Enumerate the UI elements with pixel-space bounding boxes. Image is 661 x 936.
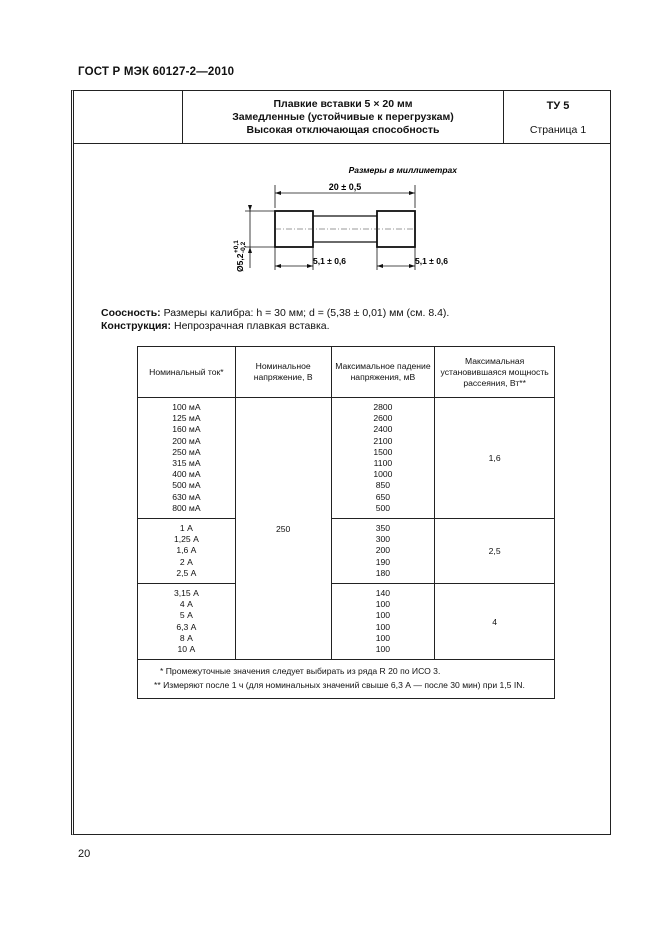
list-item: 2400 xyxy=(373,424,393,435)
arrow-right xyxy=(409,191,415,195)
overall-length-label: 20 ± 0,5 xyxy=(328,182,362,192)
table-row xyxy=(138,519,555,584)
list-item: 4 А xyxy=(179,599,193,610)
fuse-spec-table xyxy=(137,346,555,699)
list-item: 125 мА xyxy=(172,413,201,424)
cap-length-right-label: 5,1 ± 0,6 xyxy=(415,256,449,266)
list-item: 200 мА xyxy=(172,435,201,446)
list-item: 630 мА xyxy=(172,491,201,502)
list-item: 8 А xyxy=(179,632,193,643)
coaxiality-note xyxy=(101,307,449,319)
list-item: 2 А xyxy=(179,556,193,567)
header-rated-current: Номинальный ток* xyxy=(138,347,236,398)
diameter-tol-upper: +0,1 xyxy=(233,240,240,253)
dia-arrow-bottom xyxy=(248,247,252,253)
drawing-caption: Размеры в миллиметрах xyxy=(348,165,457,175)
list-item: 100 мА xyxy=(172,402,201,412)
list-item: 850 xyxy=(375,480,391,491)
list-item: 500 мА xyxy=(172,480,201,491)
power-group-2: 2,5 xyxy=(435,519,555,584)
coaxiality-label: Соосность: xyxy=(101,307,161,319)
fuse-dimension-drawing xyxy=(225,160,465,280)
rated-voltage-cell: 250 xyxy=(235,398,331,660)
table-header-row xyxy=(138,347,555,398)
list-item: 5 А xyxy=(179,610,193,621)
table-row xyxy=(138,398,555,519)
list-item: 1500 xyxy=(373,446,393,457)
list-item: 2800 xyxy=(373,402,393,412)
construction-text: Непрозрачная плавкая вставка. xyxy=(171,320,330,332)
list-item: 350 xyxy=(375,523,391,534)
title-line-3: Высокая отключающая способность xyxy=(246,123,440,136)
construction-note xyxy=(101,320,330,332)
list-item: 800 мА xyxy=(172,502,201,513)
table-footnotes xyxy=(138,660,555,699)
power-group-1: 1,6 xyxy=(435,398,555,519)
list-item: 10 А xyxy=(177,644,196,655)
list-item: 1,6 А xyxy=(176,545,197,556)
construction-label: Конструкция: xyxy=(101,320,172,332)
arrow-left xyxy=(275,191,281,195)
cap-length-left-label: 5,1 ± 0,6 xyxy=(313,256,347,266)
drops-group-2 xyxy=(331,519,435,584)
list-item: 100 xyxy=(375,621,391,632)
title-line-2: Замедленные (устойчивые к перегрузкам) xyxy=(232,110,454,123)
list-item: 2100 xyxy=(373,435,393,446)
list-item: 100 xyxy=(375,599,391,610)
list-item: 100 xyxy=(375,632,391,643)
currents-group-2 xyxy=(138,519,236,584)
list-item: 400 мА xyxy=(172,469,201,480)
list-item: 250 мА xyxy=(172,446,201,457)
list-item: 1000 xyxy=(373,469,393,480)
list-item: 140 xyxy=(375,588,391,599)
table-footnotes-row xyxy=(138,660,555,699)
list-item: 100 xyxy=(375,610,391,621)
diameter-label: Ø5,2 xyxy=(235,253,245,272)
title-block xyxy=(74,91,610,144)
footnote-1: * Промежуточные значения следует выбирать из ряда R 20 по ИСО 3. xyxy=(160,666,441,677)
drops-group-3 xyxy=(331,584,435,660)
header-power: Максимальная установившаяся мощность рассеяния, Вт** xyxy=(435,347,555,398)
title-cell xyxy=(182,91,504,143)
list-item: 180 xyxy=(375,567,391,578)
list-item: 200 xyxy=(375,545,391,556)
footnote-2: ** Измеряют после 1 ч (для номинальных значений свыше 6,3 А — после 30 мин) при 1,5 IN. xyxy=(154,680,525,691)
sheet-info-cell xyxy=(504,91,612,143)
currents-group-1 xyxy=(138,398,236,519)
coaxiality-text: Размеры калибра: h = 30 мм; d = (5,38 ± 0,01) мм (см. 8.4). xyxy=(160,307,450,319)
drops-group-1 xyxy=(331,398,435,519)
list-item: 2600 xyxy=(373,413,393,424)
header-voltage-drop: Максимальное падение напряжения, мВ xyxy=(331,347,435,398)
table-row xyxy=(138,584,555,660)
page-number: 20 xyxy=(78,848,91,860)
diameter-tol-lower: -0,2 xyxy=(240,241,247,253)
list-item: 650 xyxy=(375,491,391,502)
list-item: 1100 xyxy=(373,458,393,469)
title-line-1: Плавкие вставки 5 × 20 мм xyxy=(273,97,413,110)
list-item: 315 мА xyxy=(172,458,201,469)
sheet-code: ТУ 5 xyxy=(546,100,570,112)
list-item: 1,25 А xyxy=(173,534,199,545)
list-item: 160 мА xyxy=(172,424,201,435)
dia-arrow-top xyxy=(248,205,252,211)
cap-right-arrow-a xyxy=(377,264,383,268)
cap-left-arrow-a xyxy=(275,264,281,268)
list-item: 190 xyxy=(375,556,391,567)
list-item: 100 xyxy=(375,644,391,655)
currents-group-3 xyxy=(138,584,236,660)
sheet-page-label: Страница 1 xyxy=(529,124,587,136)
list-item: 500 xyxy=(375,502,391,513)
list-item: 3,15 А xyxy=(173,588,199,599)
list-item: 1 А xyxy=(179,523,193,534)
header-rated-voltage: Номинальное напряжение, В xyxy=(235,347,331,398)
list-item: 300 xyxy=(375,534,391,545)
list-item: 6,3 А xyxy=(176,621,197,632)
power-group-3: 4 xyxy=(435,584,555,660)
list-item: 2,5 А xyxy=(176,567,197,578)
standard-header: ГОСТ Р МЭК 60127-2—2010 xyxy=(78,66,235,78)
